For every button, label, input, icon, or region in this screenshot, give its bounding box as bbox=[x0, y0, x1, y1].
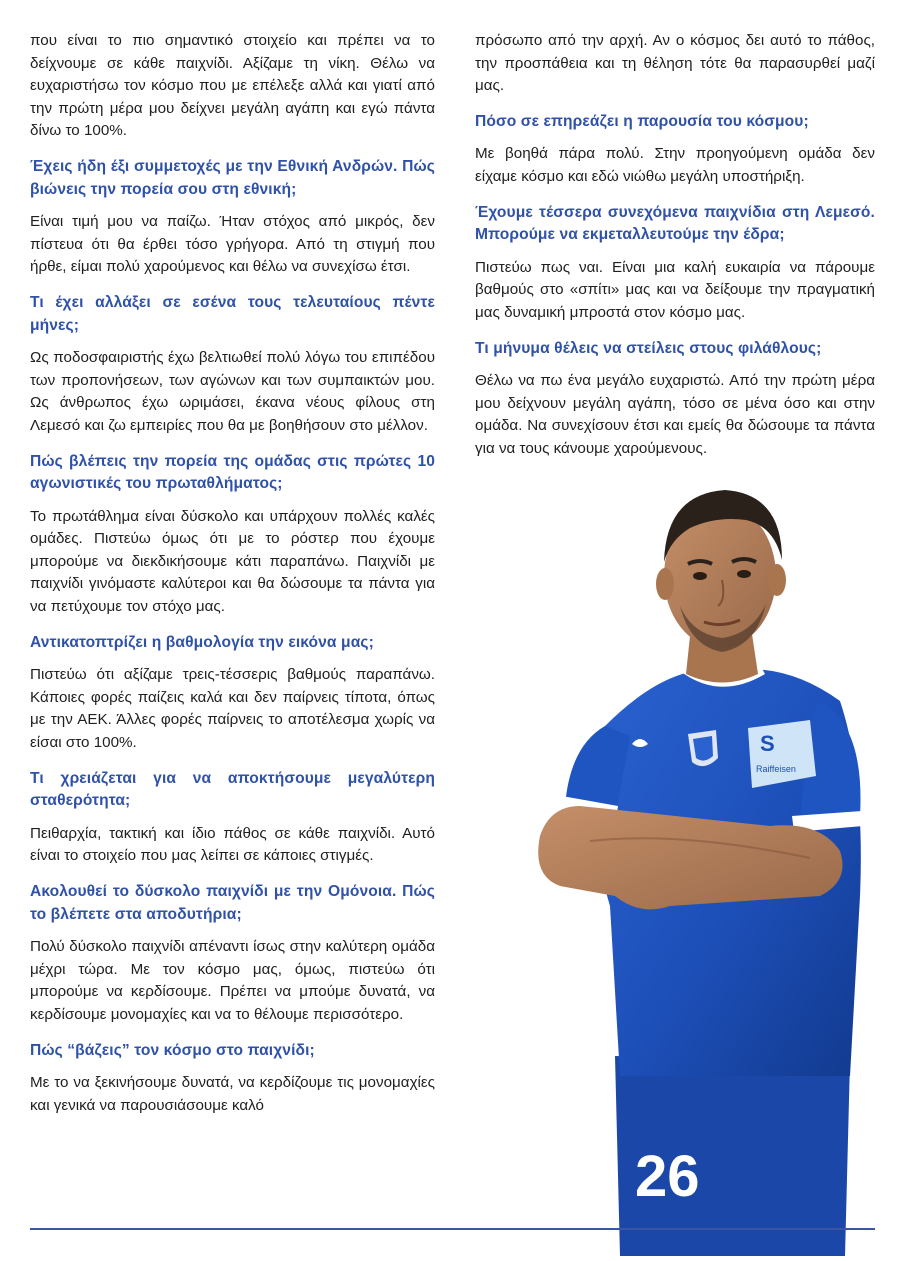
answer-paragraph: Ως ποδοσφαιριστής έχω βελτιωθεί πολύ λόγω του επιπέδου των προπονήσεων, των αγώνων και των συμπαικτών μου. Ως άνθρωπος έχω ωριμάσει, έκανα νέους φίλους στη Λεμεσό και ζω εμπειρίες που θα με βοηθήσουν στο μέλλον. bbox=[30, 349, 435, 434]
player-photo bbox=[520, 476, 880, 1256]
svg-text:Raiffeisen: Raiffeisen bbox=[756, 764, 796, 774]
answer-paragraph: Το πρωτάθλημα είναι δύσκολο και υπάρχουν πολλές καλές ομάδες. Πιστεύω όμως ότι με το ρόστερ που έχουμε μπορούμε να διεκδικήσουμε κάτι παραπάνω. Παιχνίδι με παιχνίδι γινόμαστε καλύτεροι και θα δώσουμε τα πάντα για να πετύχουμε τον στόχο μας. bbox=[30, 507, 435, 616]
question-heading: Τι χρειάζεται για να αποκτήσουμε μεγαλύτερη σταθερότητα; bbox=[30, 769, 435, 810]
answer-paragraph: Πιστεύω ότι αξίζαμε τρεις-τέσσερις βαθμούς παραπάνω. Κάποιες φορές παίζεις καλά και δεν παίρνεις τίποτα, όπως με την ΑΕΚ. Άλλες φορές παίρνεις το αποτέλεσμα χωρίς να είσαι στο 100%. bbox=[30, 666, 435, 752]
question-heading: Αντικατοπτρίζει η βαθμολογία την εικόνα μας; bbox=[30, 633, 374, 651]
intro-paragraph: που είναι το πιο σημαντικό στοιχείο και πρέπει να το δείχνουμε σε κάθε παιχνίδι. Αξίζαμε τη νίκη. Θέλω να ευχαριστήσω τον κόσμο που με επέλεξε αλλά και γιατί από την πρώτη μέρα μου δείχνει μεγάλη αγάπη και εγώ πάντα δίνω το 100%. bbox=[30, 32, 435, 140]
question-heading: Έχουμε τέσσερα συνεχόμενα παιχνίδια στη Λεμεσό. Μπορούμε να εκμεταλλευτούμε την έδρα; bbox=[475, 203, 875, 244]
bottom-rule bbox=[30, 1228, 875, 1230]
intro-paragraph: πρόσωπο από την αρχή. Αν ο κόσμος δει αυτό το πάθος, την προσπάθεια και τη θέληση τότε θα παρασυρθεί μαζί μας. bbox=[475, 32, 875, 95]
answer-paragraph: Πιστεύω πως ναι. Είναι μια καλή ευκαιρία να πάρουμε βαθμούς στο «σπίτι» μας και να δείξουμε την πραγματική μας δυναμική μπροστά στον κόσμο μας. bbox=[475, 258, 875, 321]
question-heading: Πώς βλέπεις την πορεία της ομάδας στις πρώτες 10 αγωνιστικές του πρωταθλήματος; bbox=[30, 452, 435, 493]
question-heading: Πόσο σε επηρεάζει η παρουσία του κόσμου; bbox=[475, 112, 809, 130]
question-heading: Πώς “βάζεις” τον κόσμο στο παιχνίδι; bbox=[30, 1041, 315, 1059]
question-heading: Τι έχει αλλάξει σε εσένα τους τελευταίους πέντε μήνες; bbox=[30, 293, 435, 334]
answer-paragraph: Με βοηθά πάρα πολύ. Στην προηγούμενη ομάδα δεν είχαμε κόσμο και εδώ νιώθω μεγάλη υποστήριξη. bbox=[475, 145, 875, 185]
answer-paragraph: Είναι τιμή μου να παίζω. Ήταν στόχος από μικρός, δεν πίστευα ότι θα έρθει τόσο γρήγορα. Από τη στιγμή που ήρθε, είμαι πολύ χαρούμενος και θέλω να συνεχίσω έτσι. bbox=[30, 213, 435, 276]
club-crest-icon bbox=[688, 730, 718, 766]
left-column bbox=[30, 30, 435, 1117]
question-heading: Έχεις ήδη έξι συμμετοχές με την Εθνική Ανδρών. Πώς βιώνεις την πορεία σου στη εθνική; bbox=[30, 157, 435, 198]
svg-text:S: S bbox=[760, 731, 775, 756]
question-heading: Τι μήνυμα θέλεις να στείλεις στους φιλάθλους; bbox=[475, 339, 822, 357]
answer-paragraph: Πολύ δύσκολο παιχνίδι απέναντι ίσως στην καλύτερη ομάδα μέχρι τώρα. Με τον κόσμο μας, όμως, πιστεύω ότι μπορούμε να κερδίσουμε. Πρέπει να μπούμε δυνατά, να κερδίσουμε μονομαχίες και να το θέλουμε περισσότερο. bbox=[30, 938, 435, 1023]
right-column bbox=[475, 30, 875, 461]
question-heading: Ακολουθεί το δύσκολο παιχνίδι με την Ομόνοια. Πώς το βλέπετε στα αποδυτήρια; bbox=[30, 883, 435, 923]
shirt-number: 26 bbox=[635, 1144, 700, 1209]
answer-paragraph: Με το να ξεκινήσουμε δυνατά, να κερδίζουμε τις μονομαχίες και γενικά να παρουσιάσουμε καλό bbox=[30, 1074, 435, 1114]
answer-paragraph: Πειθαρχία, τακτική και ίδιο πάθος σε κάθε παιχνίδι. Αυτό είναι το στοιχείο που μας λείπει σε κάποιες στιγμές. bbox=[30, 824, 435, 865]
answer-paragraph: Θέλω να πω ένα μεγάλο ευχαριστώ. Από την πρώτη μέρα μου δείχνουν μεγάλη αγάπη, τόσο σε μένα όσο και στην ομάδα. Να συνεχίσουν έτσι και εμείς θα δώσουμε τα πάντα για να τους κάνουμε χαρούμενους. bbox=[475, 372, 875, 457]
sponsor-patch bbox=[748, 720, 816, 788]
